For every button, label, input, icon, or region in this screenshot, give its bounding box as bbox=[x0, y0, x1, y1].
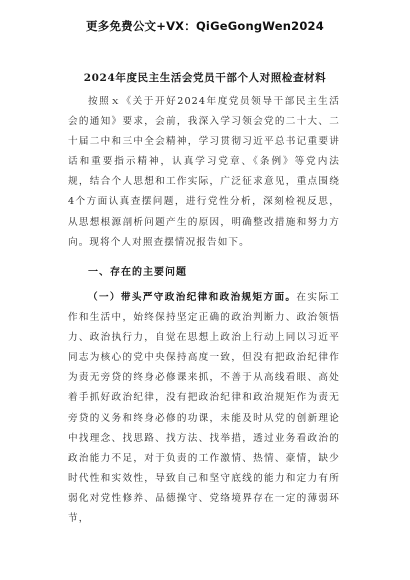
intro-paragraph: 按照ｘ《关于开好2024年度党员领导干部民主生活会的通知》要求，会前，我深入学习领会党的二十大、二十届二中和三中全会精神，学习贯彻习近平总书记重要讲话和重要指示精神，认真学习党章、《条例》等党内法规，结合个人思想和工作实际，广泛征求意见，重点围绕4个方面认真查摆问题，进行党性分析，深刻检视反思，从思想根源剖析问题产生的原因，明确整改措施和努力方向。现将个人对照查摆情况报告如下。 bbox=[68, 96, 340, 248]
promo-banner: 更多免费公文+VX：QiGeGongWen2024 bbox=[86, 19, 324, 33]
subsection-paragraph bbox=[68, 288, 340, 529]
subsection-body: 在实际工作和生活中，始终保持坚定正确的政治判断力、政治领悟力、政治执行力，自觉在思想上政治上行动上同以习近平同志为核心的党中央保持高度一致，但没有把政治纪律作为责无旁贷的终身必修课来抓，不善于从高线看眼、高处着手抓好政治纪律，没有把政治纪律和政治规矩作为责无旁贷的义务和终身必修的功课，未能及时从党的创新理论中找理念、找思路、找方法、找举措，透过业务看政治的政治能力不足，对于负责的工作激情、热情、豪情，缺少时代性和实效性，导致自己和坚守底线的能力和定力有所弱化对党性修养、品德操守、党络境界存在一定的薄弱环节， bbox=[68, 292, 340, 525]
document-title: 2024年度民主生活会党员干部个人对照检查材料 bbox=[83, 72, 327, 84]
section-heading: 一、存在的主要问题 bbox=[88, 267, 187, 278]
subsection-heading: （一）带头严守政治纪律和政治规矩方面。 bbox=[88, 292, 297, 303]
